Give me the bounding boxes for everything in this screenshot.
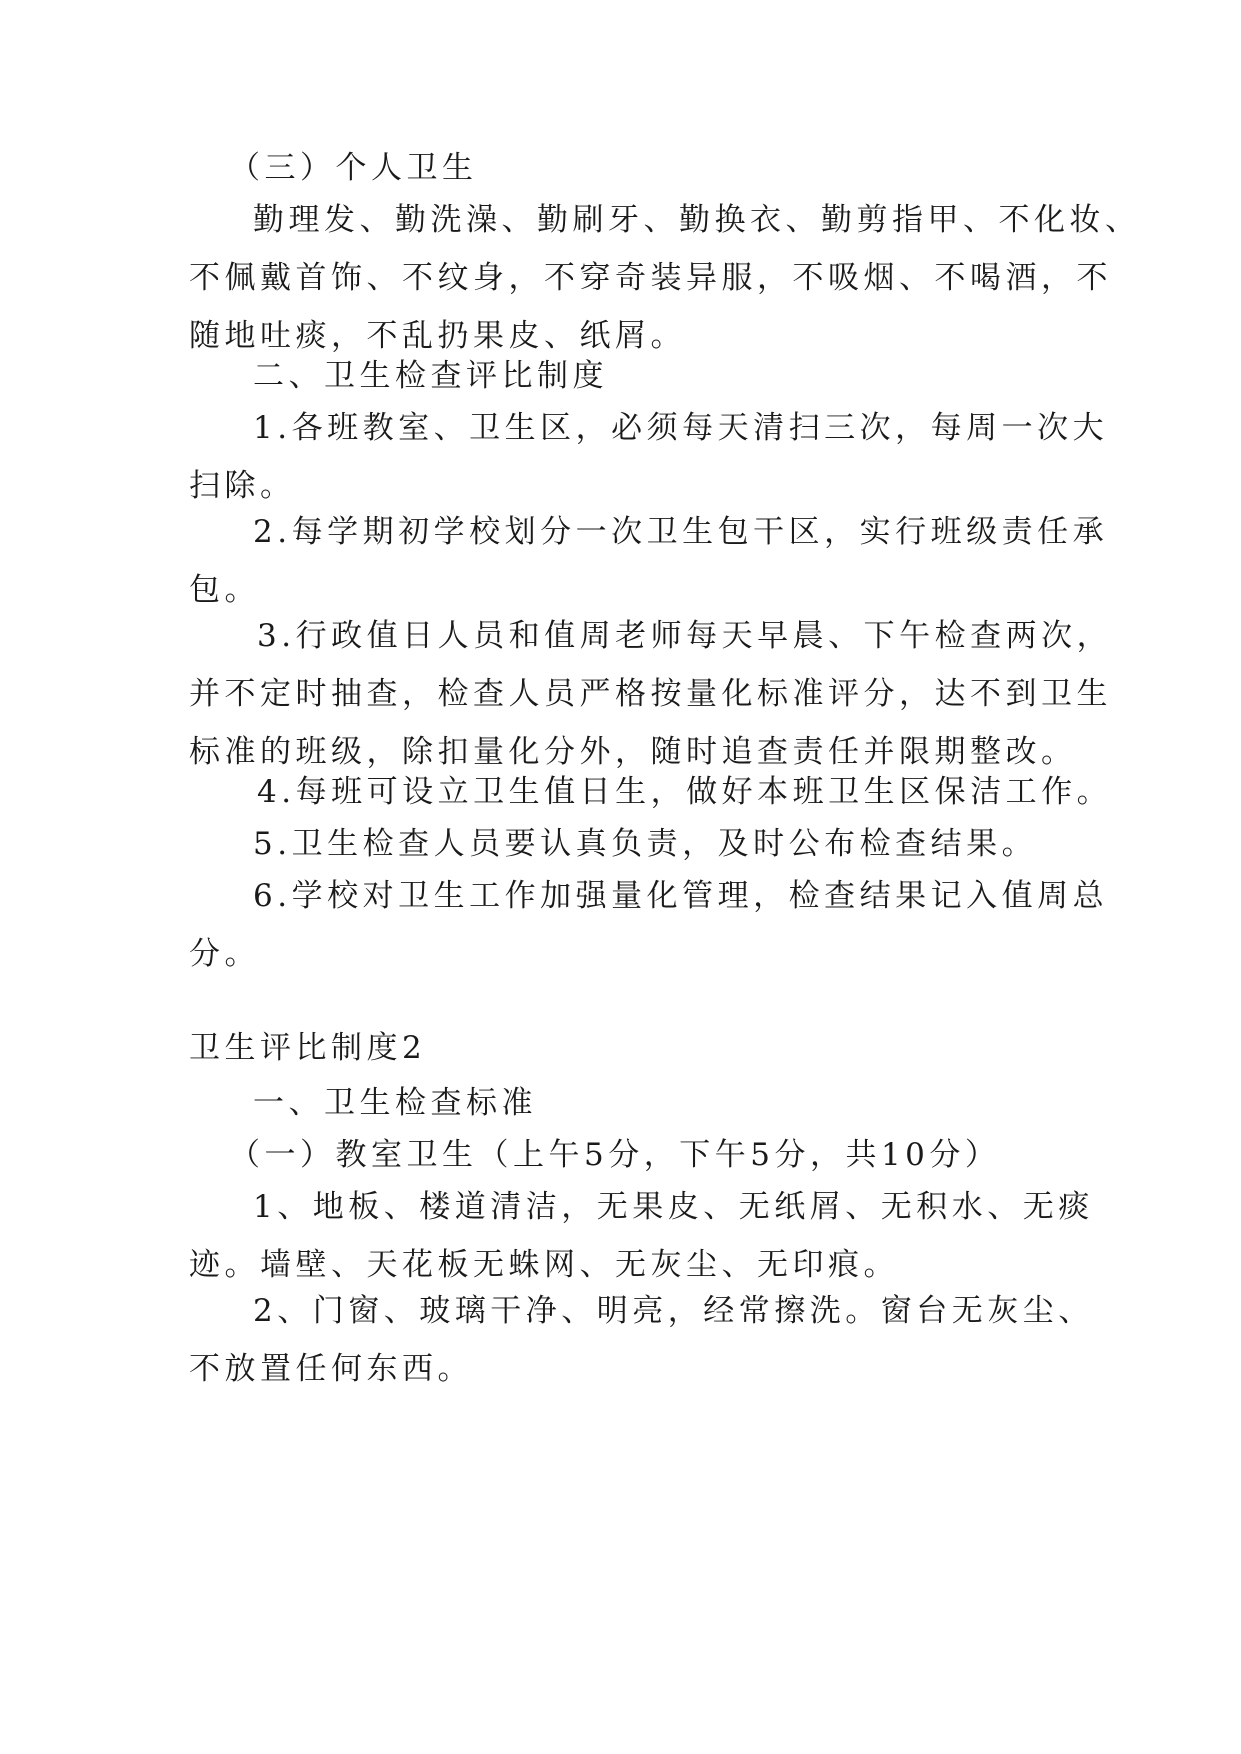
list-item-3 xyxy=(189,607,1113,781)
paragraph-line: 不放置任何东西。 xyxy=(189,1351,473,1387)
heading-text: 一、卫生检查标准 xyxy=(253,1085,537,1121)
standard-item-1 xyxy=(189,1178,1094,1294)
paragraph-line: 标准的班级，除扣量化分外，随时追查责任并限期整改。 xyxy=(189,734,1077,770)
list-item-6 xyxy=(189,867,1109,983)
section-title-text: 卫生评比制度2 xyxy=(189,1030,427,1066)
paragraph-line: 4.每班可设立卫生值日生，做好本班卫生区保洁工作。 xyxy=(257,774,1113,810)
paragraph-line: 6.学校对卫生工作加强量化管理，检查结果记入值周总 xyxy=(253,878,1109,914)
subheading-classroom-hygiene xyxy=(189,1126,1059,1184)
heading-text: （三）个人卫生 xyxy=(229,150,478,186)
paragraph-line: 并不定时抽查，检查人员严格按量化标准评分，达不到卫生 xyxy=(189,676,1112,712)
section-heading-personal-hygiene xyxy=(189,139,1059,197)
paragraph-line: 2、门窗、玻璃干净、明亮，经常擦洗。窗台无灰尘、 xyxy=(253,1293,1094,1329)
paragraph-line: 随地吐痰，不乱扔果皮、纸屑。 xyxy=(189,318,686,354)
section-heading-inspection-standards xyxy=(189,1074,1059,1132)
paragraph-line: 1.各班教室、卫生区，必须每天清扫三次，每周一次大 xyxy=(253,410,1109,446)
document-section-title xyxy=(189,1019,1059,1077)
paragraph-line: 迹。墙壁、天花板无蛛网、无灰尘、无印痕。 xyxy=(189,1247,899,1283)
paragraph-line: 分。 xyxy=(189,936,260,972)
list-item-1 xyxy=(189,399,1109,515)
heading-text: 二、卫生检查评比制度 xyxy=(253,358,608,394)
paragraph-line: 扫除。 xyxy=(189,468,296,504)
paragraph-personal-hygiene xyxy=(189,191,1141,365)
list-item-4 xyxy=(189,763,1113,821)
paragraph-line: 勤理发、勤洗澡、勤刷牙、勤换衣、勤剪指甲、不化妆、 xyxy=(253,202,1141,238)
standard-item-2 xyxy=(189,1282,1094,1398)
paragraph-line: 3.行政值日人员和值周老师每天早晨、下午检查两次， xyxy=(257,618,1113,654)
paragraph-line: 包。 xyxy=(189,572,260,608)
subheading-text: （一）教室卫生（上午5分，下午5分，共10分） xyxy=(229,1137,1001,1173)
paragraph-line: 1、地板、楼道清洁，无果皮、无纸屑、无积水、无痰 xyxy=(253,1189,1094,1225)
paragraph-line: 不佩戴首饰、不纹身，不穿奇装异服，不吸烟、不喝酒，不 xyxy=(189,260,1112,296)
list-item-2 xyxy=(189,503,1109,619)
paragraph-line: 5.卫生检查人员要认真负责，及时公布检查结果。 xyxy=(253,826,1038,862)
paragraph-line: 2.每学期初学校划分一次卫生包干区，实行班级责任承 xyxy=(253,514,1109,550)
section-heading-inspection-system xyxy=(189,347,1059,405)
list-item-5 xyxy=(189,815,1059,873)
